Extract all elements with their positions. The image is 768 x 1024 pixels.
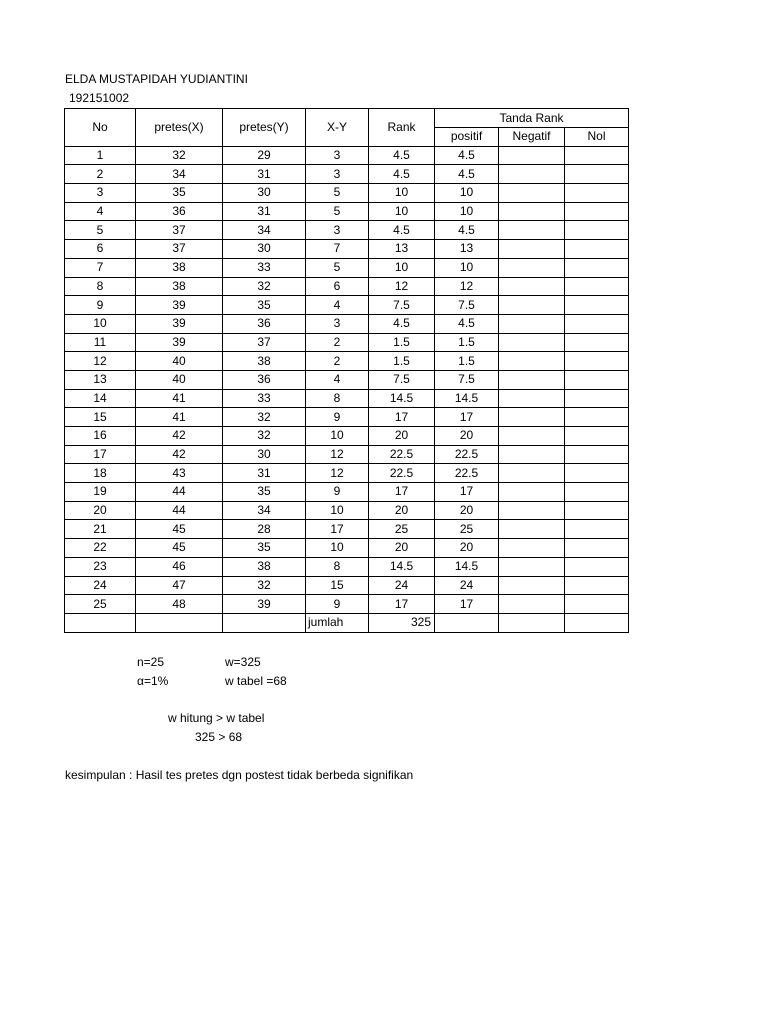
cell-rank: 4.5 xyxy=(369,314,435,333)
cell-x-minus-y: 10 xyxy=(306,539,369,558)
cell-nol xyxy=(565,445,629,464)
cell-negatif xyxy=(499,520,565,539)
cell-positif: 17 xyxy=(435,483,499,502)
cell-nol xyxy=(565,184,629,203)
comparison-values: 325 > 68 xyxy=(195,730,243,744)
cell-negatif xyxy=(499,165,565,184)
table-row xyxy=(65,539,629,558)
table-row xyxy=(65,501,629,520)
cell-pretes-x: 40 xyxy=(136,370,223,389)
cell-negatif xyxy=(499,296,565,315)
cell-positif: 10 xyxy=(435,184,499,203)
cell-pretes-y: 34 xyxy=(223,221,306,240)
cell-pretes-x: 48 xyxy=(136,595,223,614)
cell-no: 10 xyxy=(65,314,136,333)
cell-rank: 4.5 xyxy=(369,221,435,240)
cell-rank: 14.5 xyxy=(369,389,435,408)
cell-positif: 22.5 xyxy=(435,464,499,483)
cell-pretes-y: 37 xyxy=(223,333,306,352)
total-empty-cell xyxy=(565,613,629,632)
subheader-nol: Nol xyxy=(565,128,629,147)
cell-negatif xyxy=(499,258,565,277)
cell-rank: 10 xyxy=(369,202,435,221)
table-row xyxy=(65,184,629,203)
cell-pretes-y: 30 xyxy=(223,184,306,203)
cell-no: 15 xyxy=(65,408,136,427)
cell-rank: 13 xyxy=(369,240,435,259)
cell-no: 17 xyxy=(65,445,136,464)
cell-x-minus-y: 15 xyxy=(306,576,369,595)
cell-positif: 17 xyxy=(435,408,499,427)
cell-x-minus-y: 3 xyxy=(306,314,369,333)
cell-nol xyxy=(565,501,629,520)
cell-nol xyxy=(565,165,629,184)
cell-negatif xyxy=(499,277,565,296)
cell-negatif xyxy=(499,576,565,595)
cell-pretes-y: 34 xyxy=(223,501,306,520)
cell-pretes-y: 30 xyxy=(223,445,306,464)
student-name: ELDA MUSTAPIDAH YUDIANTINI xyxy=(65,72,248,86)
cell-negatif xyxy=(499,389,565,408)
cell-nol xyxy=(565,296,629,315)
cell-positif: 13 xyxy=(435,240,499,259)
cell-pretes-x: 45 xyxy=(136,520,223,539)
cell-pretes-x: 40 xyxy=(136,352,223,371)
cell-positif: 4.5 xyxy=(435,221,499,240)
cell-pretes-y: 29 xyxy=(223,146,306,165)
cell-positif: 17 xyxy=(435,595,499,614)
cell-rank: 12 xyxy=(369,277,435,296)
cell-pretes-y: 32 xyxy=(223,576,306,595)
cell-pretes-y: 31 xyxy=(223,202,306,221)
total-empty-cell xyxy=(435,613,499,632)
cell-pretes-x: 45 xyxy=(136,539,223,558)
cell-pretes-x: 41 xyxy=(136,389,223,408)
cell-nol xyxy=(565,277,629,296)
cell-rank: 25 xyxy=(369,520,435,539)
cell-pretes-y: 32 xyxy=(223,277,306,296)
table-row xyxy=(65,445,629,464)
cell-positif: 20 xyxy=(435,427,499,446)
cell-x-minus-y: 3 xyxy=(306,146,369,165)
cell-pretes-x: 42 xyxy=(136,427,223,446)
subheader-positif: positif xyxy=(435,128,499,147)
cell-positif: 14.5 xyxy=(435,557,499,576)
table-row xyxy=(65,277,629,296)
total-value: 325 xyxy=(369,613,435,632)
cell-no: 16 xyxy=(65,427,136,446)
cell-negatif xyxy=(499,427,565,446)
cell-pretes-x: 39 xyxy=(136,333,223,352)
cell-pretes-y: 38 xyxy=(223,557,306,576)
cell-pretes-y: 36 xyxy=(223,314,306,333)
cell-no: 1 xyxy=(65,146,136,165)
total-label: jumlah xyxy=(306,613,369,632)
table-row xyxy=(65,296,629,315)
cell-pretes-x: 36 xyxy=(136,202,223,221)
table-row xyxy=(65,333,629,352)
cell-pretes-x: 39 xyxy=(136,314,223,333)
cell-pretes-x: 37 xyxy=(136,240,223,259)
cell-pretes-x: 38 xyxy=(136,258,223,277)
cell-negatif xyxy=(499,539,565,558)
stat-w-tabel: w tabel =68 xyxy=(225,674,287,688)
cell-pretes-x: 44 xyxy=(136,501,223,520)
cell-pretes-y: 31 xyxy=(223,464,306,483)
total-row xyxy=(65,613,629,632)
cell-no: 8 xyxy=(65,277,136,296)
cell-pretes-y: 28 xyxy=(223,520,306,539)
table-row xyxy=(65,370,629,389)
table-row xyxy=(65,202,629,221)
cell-negatif xyxy=(499,146,565,165)
cell-rank: 17 xyxy=(369,408,435,427)
cell-nol xyxy=(565,427,629,446)
cell-nol xyxy=(565,576,629,595)
cell-rank: 24 xyxy=(369,576,435,595)
cell-no: 5 xyxy=(65,221,136,240)
cell-nol xyxy=(565,539,629,558)
cell-nol xyxy=(565,557,629,576)
table-row xyxy=(65,258,629,277)
header-pretes-y: pretes(Y) xyxy=(223,109,306,147)
cell-pretes-x: 37 xyxy=(136,221,223,240)
cell-positif: 7.5 xyxy=(435,370,499,389)
cell-rank: 22.5 xyxy=(369,464,435,483)
table-row xyxy=(65,352,629,371)
comparison-statement: w hitung > w tabel xyxy=(168,711,265,725)
stat-w: w=325 xyxy=(225,655,261,669)
total-empty-cell xyxy=(223,613,306,632)
cell-no: 22 xyxy=(65,539,136,558)
cell-pretes-y: 30 xyxy=(223,240,306,259)
cell-no: 12 xyxy=(65,352,136,371)
table-row xyxy=(65,314,629,333)
cell-rank: 17 xyxy=(369,483,435,502)
cell-negatif xyxy=(499,370,565,389)
header-rank: Rank xyxy=(369,109,435,147)
cell-x-minus-y: 7 xyxy=(306,240,369,259)
cell-pretes-x: 41 xyxy=(136,408,223,427)
cell-nol xyxy=(565,240,629,259)
cell-pretes-y: 32 xyxy=(223,408,306,427)
cell-rank: 17 xyxy=(369,595,435,614)
cell-pretes-y: 33 xyxy=(223,389,306,408)
cell-negatif xyxy=(499,557,565,576)
subheader-negatif: Negatif xyxy=(499,128,565,147)
cell-negatif xyxy=(499,464,565,483)
cell-negatif xyxy=(499,501,565,520)
cell-nol xyxy=(565,221,629,240)
header-no: No xyxy=(65,109,136,147)
cell-positif: 25 xyxy=(435,520,499,539)
cell-no: 3 xyxy=(65,184,136,203)
cell-positif: 10 xyxy=(435,202,499,221)
cell-nol xyxy=(565,464,629,483)
cell-x-minus-y: 9 xyxy=(306,595,369,614)
cell-positif: 10 xyxy=(435,258,499,277)
cell-rank: 10 xyxy=(369,258,435,277)
cell-rank: 10 xyxy=(369,184,435,203)
cell-nol xyxy=(565,595,629,614)
cell-no: 23 xyxy=(65,557,136,576)
cell-no: 13 xyxy=(65,370,136,389)
cell-negatif xyxy=(499,202,565,221)
conclusion-text: kesimpulan : Hasil tes pretes dgn postest tidak berbeda signifikan xyxy=(65,768,414,782)
cell-no: 4 xyxy=(65,202,136,221)
cell-pretes-x: 32 xyxy=(136,146,223,165)
cell-x-minus-y: 9 xyxy=(306,408,369,427)
cell-no: 19 xyxy=(65,483,136,502)
cell-pretes-x: 44 xyxy=(136,483,223,502)
table-row xyxy=(65,520,629,539)
cell-rank: 20 xyxy=(369,427,435,446)
cell-x-minus-y: 6 xyxy=(306,277,369,296)
cell-positif: 14.5 xyxy=(435,389,499,408)
stat-n: n=25 xyxy=(137,655,165,669)
cell-negatif xyxy=(499,314,565,333)
cell-x-minus-y: 9 xyxy=(306,483,369,502)
cell-positif: 7.5 xyxy=(435,296,499,315)
cell-nol xyxy=(565,352,629,371)
total-empty-cell xyxy=(136,613,223,632)
cell-no: 7 xyxy=(65,258,136,277)
cell-nol xyxy=(565,146,629,165)
wilcoxon-table xyxy=(64,108,629,633)
cell-negatif xyxy=(499,483,565,502)
cell-pretes-x: 43 xyxy=(136,464,223,483)
table-row xyxy=(65,464,629,483)
cell-x-minus-y: 4 xyxy=(306,370,369,389)
table-row xyxy=(65,557,629,576)
cell-no: 24 xyxy=(65,576,136,595)
cell-nol xyxy=(565,408,629,427)
header-tanda-rank: Tanda Rank xyxy=(435,109,629,128)
cell-pretes-x: 34 xyxy=(136,165,223,184)
cell-negatif xyxy=(499,408,565,427)
header-pretes-x: pretes(X) xyxy=(136,109,223,147)
cell-pretes-y: 39 xyxy=(223,595,306,614)
cell-pretes-y: 38 xyxy=(223,352,306,371)
cell-pretes-x: 38 xyxy=(136,277,223,296)
cell-rank: 22.5 xyxy=(369,445,435,464)
cell-nol xyxy=(565,370,629,389)
cell-no: 25 xyxy=(65,595,136,614)
cell-nol xyxy=(565,483,629,502)
cell-nol xyxy=(565,202,629,221)
cell-no: 9 xyxy=(65,296,136,315)
cell-negatif xyxy=(499,240,565,259)
cell-no: 21 xyxy=(65,520,136,539)
cell-x-minus-y: 12 xyxy=(306,445,369,464)
cell-pretes-y: 36 xyxy=(223,370,306,389)
cell-rank: 1.5 xyxy=(369,352,435,371)
cell-x-minus-y: 2 xyxy=(306,352,369,371)
table-header-row xyxy=(65,109,629,128)
cell-positif: 4.5 xyxy=(435,165,499,184)
cell-no: 11 xyxy=(65,333,136,352)
cell-negatif xyxy=(499,595,565,614)
cell-x-minus-y: 8 xyxy=(306,557,369,576)
cell-negatif xyxy=(499,352,565,371)
cell-no: 20 xyxy=(65,501,136,520)
cell-positif: 22.5 xyxy=(435,445,499,464)
stat-alpha: α=1% xyxy=(137,674,169,688)
cell-positif: 4.5 xyxy=(435,146,499,165)
cell-rank: 4.5 xyxy=(369,146,435,165)
cell-nol xyxy=(565,333,629,352)
cell-pretes-y: 35 xyxy=(223,296,306,315)
cell-x-minus-y: 10 xyxy=(306,501,369,520)
cell-positif: 12 xyxy=(435,277,499,296)
header-x-minus-y: X-Y xyxy=(306,109,369,147)
cell-negatif xyxy=(499,333,565,352)
cell-rank: 7.5 xyxy=(369,370,435,389)
cell-pretes-y: 33 xyxy=(223,258,306,277)
total-empty-cell xyxy=(65,613,136,632)
cell-rank: 1.5 xyxy=(369,333,435,352)
cell-negatif xyxy=(499,445,565,464)
cell-pretes-x: 42 xyxy=(136,445,223,464)
table-row xyxy=(65,408,629,427)
table-row xyxy=(65,389,629,408)
cell-no: 6 xyxy=(65,240,136,259)
table-row xyxy=(65,576,629,595)
cell-no: 14 xyxy=(65,389,136,408)
cell-rank: 14.5 xyxy=(369,557,435,576)
total-empty-cell xyxy=(499,613,565,632)
cell-pretes-x: 46 xyxy=(136,557,223,576)
cell-pretes-x: 39 xyxy=(136,296,223,315)
cell-x-minus-y: 5 xyxy=(306,258,369,277)
cell-x-minus-y: 12 xyxy=(306,464,369,483)
cell-positif: 20 xyxy=(435,539,499,558)
cell-pretes-y: 35 xyxy=(223,539,306,558)
cell-pretes-y: 32 xyxy=(223,427,306,446)
cell-negatif xyxy=(499,184,565,203)
table-row xyxy=(65,165,629,184)
cell-pretes-y: 31 xyxy=(223,165,306,184)
table-row xyxy=(65,427,629,446)
table-row xyxy=(65,240,629,259)
cell-rank: 7.5 xyxy=(369,296,435,315)
table-row xyxy=(65,146,629,165)
cell-nol xyxy=(565,258,629,277)
cell-x-minus-y: 5 xyxy=(306,202,369,221)
cell-pretes-x: 47 xyxy=(136,576,223,595)
cell-negatif xyxy=(499,221,565,240)
table-row xyxy=(65,595,629,614)
student-id: 192151002 xyxy=(69,91,130,105)
table-row xyxy=(65,221,629,240)
cell-x-minus-y: 4 xyxy=(306,296,369,315)
cell-pretes-x: 35 xyxy=(136,184,223,203)
cell-pretes-y: 35 xyxy=(223,483,306,502)
cell-x-minus-y: 3 xyxy=(306,221,369,240)
cell-no: 2 xyxy=(65,165,136,184)
cell-x-minus-y: 17 xyxy=(306,520,369,539)
table-row xyxy=(65,483,629,502)
cell-x-minus-y: 8 xyxy=(306,389,369,408)
cell-no: 18 xyxy=(65,464,136,483)
cell-rank: 4.5 xyxy=(369,165,435,184)
cell-x-minus-y: 10 xyxy=(306,427,369,446)
cell-x-minus-y: 3 xyxy=(306,165,369,184)
cell-positif: 1.5 xyxy=(435,333,499,352)
cell-rank: 20 xyxy=(369,501,435,520)
cell-x-minus-y: 2 xyxy=(306,333,369,352)
cell-nol xyxy=(565,389,629,408)
cell-nol xyxy=(565,314,629,333)
cell-nol xyxy=(565,520,629,539)
cell-rank: 20 xyxy=(369,539,435,558)
cell-positif: 24 xyxy=(435,576,499,595)
cell-positif: 20 xyxy=(435,501,499,520)
cell-positif: 1.5 xyxy=(435,352,499,371)
cell-x-minus-y: 5 xyxy=(306,184,369,203)
cell-positif: 4.5 xyxy=(435,314,499,333)
